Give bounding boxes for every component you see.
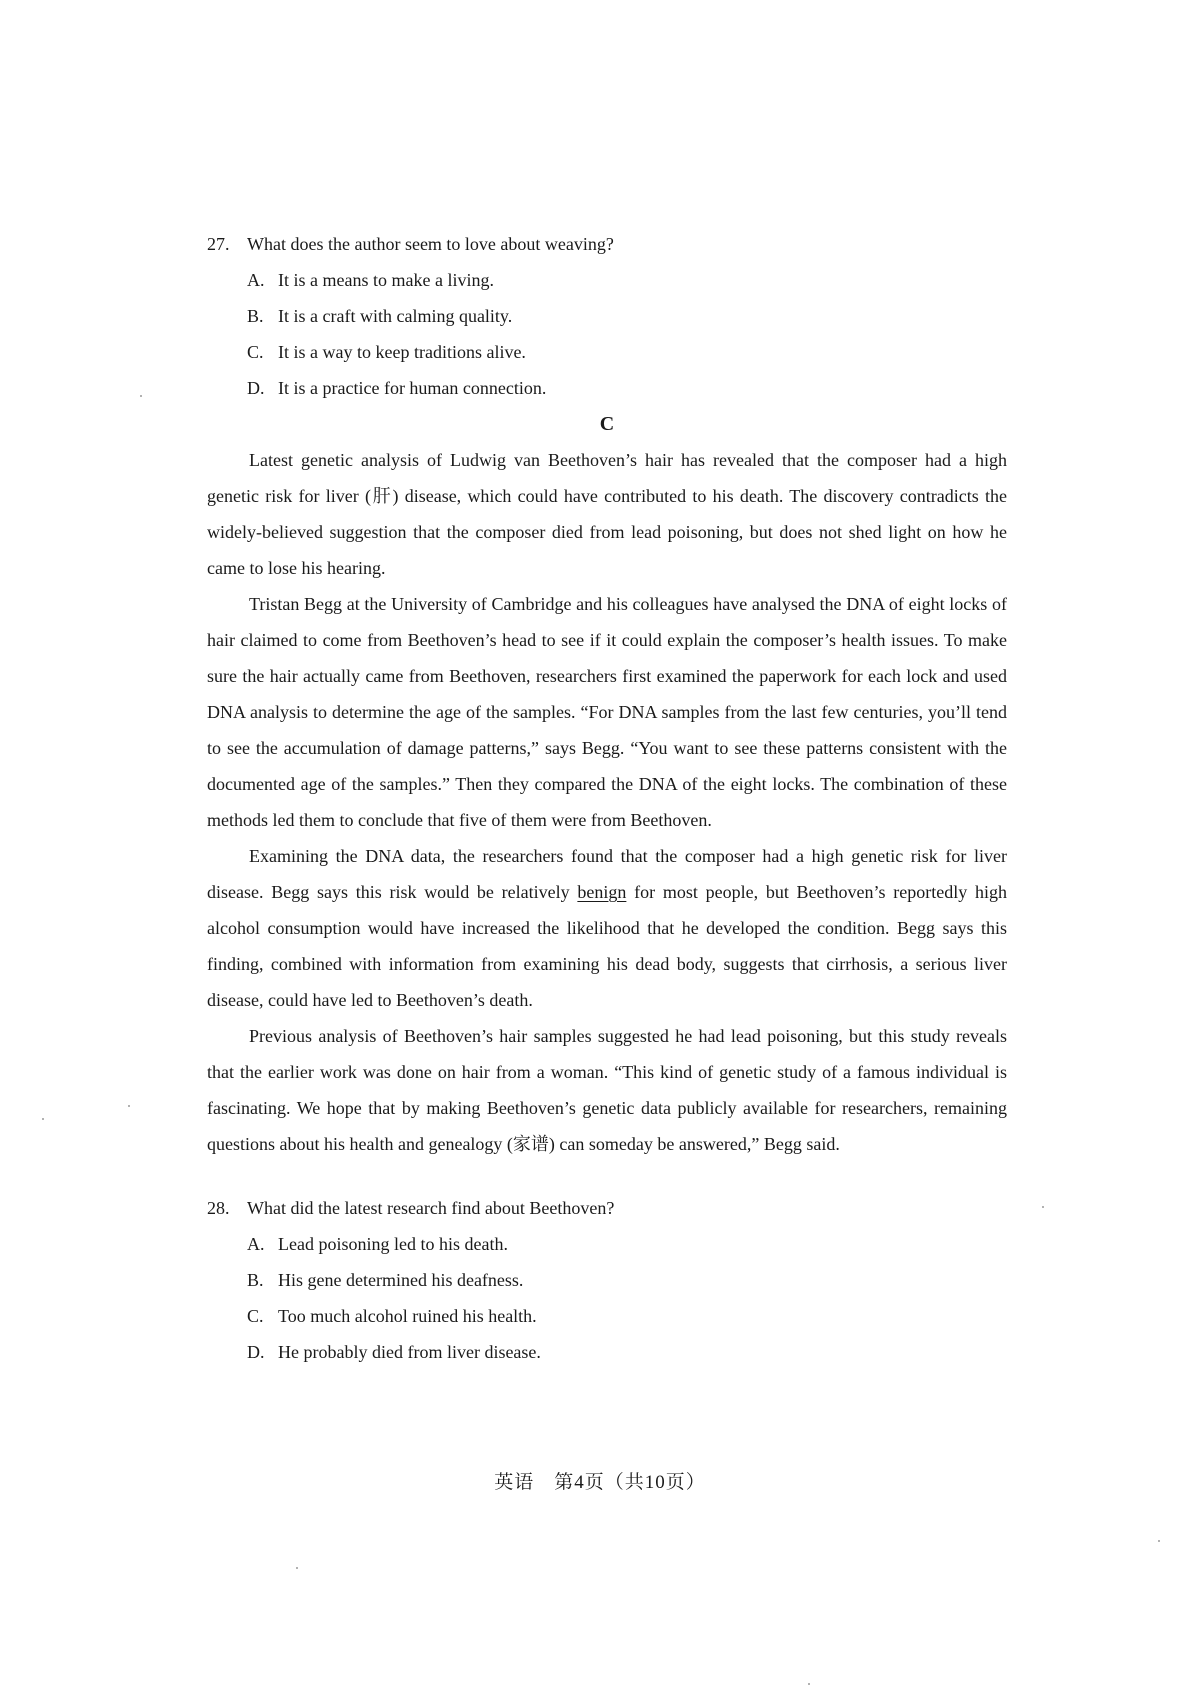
option-text: His gene determined his deafness. bbox=[278, 1270, 524, 1290]
page-content bbox=[207, 226, 1007, 1370]
scan-speck bbox=[296, 1567, 298, 1569]
scan-speck bbox=[42, 1118, 44, 1120]
scan-speck bbox=[128, 1105, 130, 1107]
option-text: Too much alcohol ruined his health. bbox=[278, 1306, 537, 1326]
option-d bbox=[247, 1334, 1007, 1370]
option-letter: B. bbox=[247, 306, 264, 326]
paragraph-text: Examining the DNA data, the researchers found that the composer had a high genetic risk for liver disease. Begg says this risk would be relatively bbox=[207, 846, 1007, 902]
underlined-word: benign bbox=[577, 882, 627, 902]
option-b bbox=[247, 298, 1007, 334]
option-text: He probably died from liver disease. bbox=[278, 1342, 541, 1362]
passage-paragraph-3 bbox=[207, 838, 1007, 1018]
option-text: It is a practice for human connection. bbox=[278, 378, 547, 398]
question-stem bbox=[207, 226, 1007, 262]
question-number: 27. bbox=[207, 234, 230, 254]
passage-paragraph-2: Tristan Begg at the University of Cambridge and his colleagues have analysed the DNA of eight locks of hair claimed to come from Beethoven’s head to see if it could explain the composer’s health issues. To make sure the hair actually came from Beethoven, researchers first examined the paperwork for each lock and used DNA analysis to determine the age of the samples. “For DNA samples from the last few centuries, you’ll tend to see the accumulation of damage patterns,” says Begg. “You want to see these patterns consistent with the documented age of the samples.” Then they compared the DNA of the eight locks. The combination of these methods led them to conclude that five of them were from Beethoven. bbox=[207, 594, 1007, 830]
option-a bbox=[247, 1226, 1007, 1262]
question-28 bbox=[207, 1190, 1007, 1370]
passage-paragraph-4: Previous analysis of Beethoven’s hair samples suggested he had lead poisoning, but this study reveals that the earlier work was done on hair from a woman. “This kind of genetic study of a famous individual is fascinating. We hope that by making Beethoven’s genetic data publicly available for researchers, remaining questions about his health and genealogy (家谱) can someday be answered,” Begg said. bbox=[207, 1026, 1007, 1154]
section-heading: C bbox=[599, 413, 615, 435]
option-text: Lead poisoning led to his death. bbox=[278, 1234, 508, 1254]
option-list bbox=[207, 1226, 1007, 1370]
option-letter: B. bbox=[247, 1270, 264, 1290]
scan-speck bbox=[140, 395, 142, 397]
question-text: What did the latest research find about Beethoven? bbox=[247, 1198, 615, 1218]
option-list bbox=[207, 262, 1007, 406]
option-letter: D. bbox=[247, 378, 265, 398]
option-c bbox=[247, 1298, 1007, 1334]
question-27 bbox=[207, 226, 1007, 406]
option-letter: D. bbox=[247, 1342, 265, 1362]
option-text: It is a craft with calming quality. bbox=[278, 306, 513, 326]
question-number: 28. bbox=[207, 1198, 230, 1218]
scan-speck bbox=[1042, 1206, 1044, 1208]
scan-speck bbox=[808, 1683, 810, 1685]
option-text: It is a means to make a living. bbox=[278, 270, 494, 290]
paragraph-text: for most people, but Beethoven’s reportedly high alcohol consumption would have increased the likelihood that he developed the condition. Begg says this finding, combined with information from examining his dead body, suggests that cirrhosis, a serious liver disease, could have led to Beethoven’s death. bbox=[207, 882, 1007, 1010]
reading-passage bbox=[207, 442, 1007, 1162]
option-letter: A. bbox=[247, 270, 265, 290]
question-text: What does the author seem to love about weaving? bbox=[247, 234, 614, 254]
option-b bbox=[247, 1262, 1007, 1298]
question-stem bbox=[207, 1190, 1007, 1226]
scan-speck bbox=[1158, 1540, 1160, 1542]
page-footer: 英语 第4页（共10页） bbox=[494, 1472, 706, 1493]
option-letter: C. bbox=[247, 1306, 264, 1326]
option-d bbox=[247, 370, 1007, 406]
option-c bbox=[247, 334, 1007, 370]
option-a bbox=[247, 262, 1007, 298]
option-text: It is a way to keep traditions alive. bbox=[278, 342, 526, 362]
option-letter: C. bbox=[247, 342, 264, 362]
passage-paragraph-1: Latest genetic analysis of Ludwig van Beethoven’s hair has revealed that the composer had a high genetic risk for liver (肝) disease, which could have contributed to his death. The discovery contradicts the widely-believed suggestion that the composer died from lead poisoning, but does not shed light on how he came to lose his hearing. bbox=[207, 450, 1007, 578]
option-letter: A. bbox=[247, 1234, 265, 1254]
